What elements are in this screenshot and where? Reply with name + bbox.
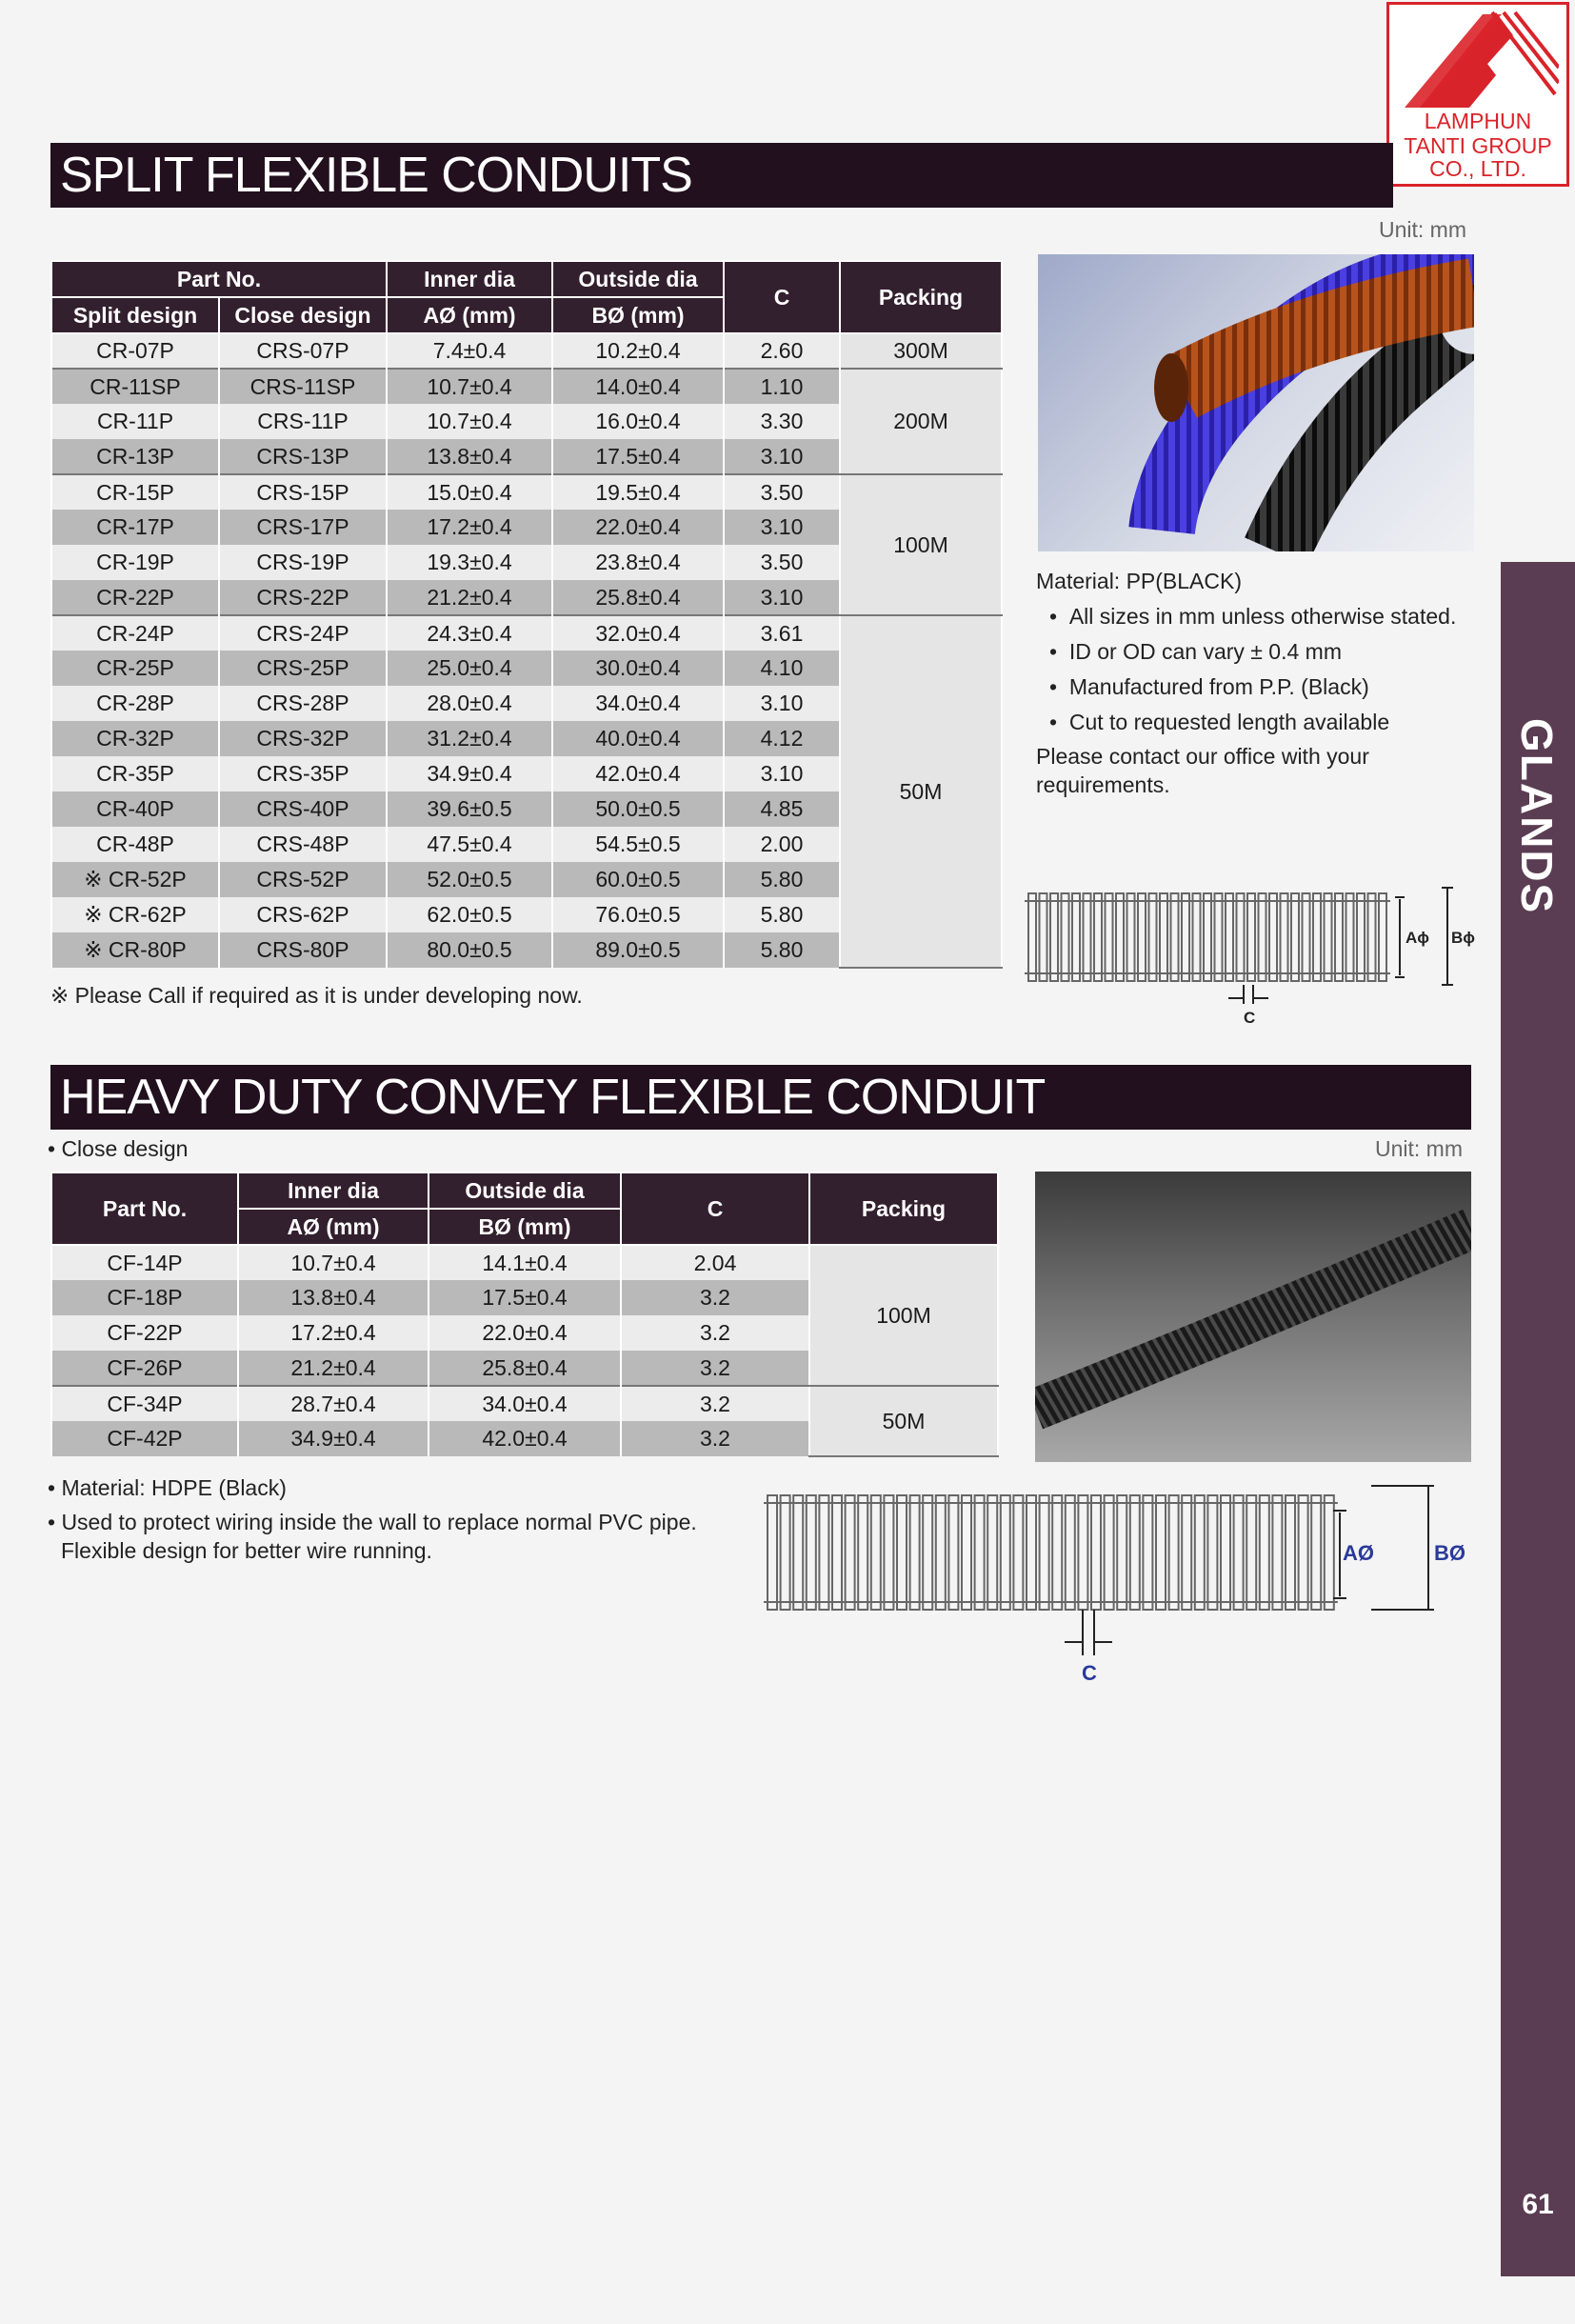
conduit-rib	[1160, 893, 1167, 981]
diagram-label-c: C	[1082, 1661, 1097, 1685]
cell-inner-dia: 28.0±0.4	[387, 686, 552, 721]
conduit-rib	[768, 1495, 777, 1610]
cell-c: 3.30	[724, 404, 840, 439]
cell-close-design: CRS-40P	[219, 791, 387, 827]
header-outside-unit: BØ (mm)	[552, 297, 724, 333]
conduit-rib	[1013, 1495, 1023, 1610]
cell-split-design: ※ CR-80P	[51, 932, 219, 968]
cell-outside-dia: 16.0±0.4	[552, 404, 724, 439]
cell-part-no: CF-22P	[51, 1315, 238, 1351]
cell-inner-dia: 21.2±0.4	[387, 580, 552, 615]
conduit-rib	[1259, 893, 1266, 981]
conduit-diagram-2	[762, 1482, 1485, 1692]
conduit-rib	[936, 1495, 946, 1610]
header-outside-dia: Outside dia	[429, 1172, 621, 1209]
header-c: C	[621, 1172, 809, 1245]
cell-inner-dia: 47.5±0.4	[387, 827, 552, 862]
conduit-rib	[1260, 1495, 1269, 1610]
cell-outside-dia: 19.5±0.4	[552, 474, 724, 510]
conduit-rib	[846, 1495, 855, 1610]
cell-c: 2.00	[724, 827, 840, 862]
conduit-rib	[897, 1495, 907, 1610]
cell-c: 4.85	[724, 791, 840, 827]
header-part-no: Part No.	[51, 1172, 238, 1245]
conduit-rib	[1303, 893, 1310, 981]
conduit-rib	[1269, 893, 1277, 981]
conduit-rib	[1299, 1495, 1308, 1610]
cell-close-design: CRS-48P	[219, 827, 387, 862]
cell-inner-dia: 34.9±0.4	[238, 1421, 429, 1456]
cell-split-design: CR-28P	[51, 686, 219, 721]
conduit-rib	[1091, 1495, 1101, 1610]
cell-c: 5.80	[724, 897, 840, 932]
cell-split-design: CR-11P	[51, 404, 219, 439]
conduit-rib	[962, 1495, 971, 1610]
unit-label: Unit: mm	[1379, 217, 1466, 242]
bullet-item: • Material: HDPE (Black)	[48, 1475, 287, 1500]
cell-outside-dia: 54.5±0.5	[552, 827, 724, 862]
cell-split-design: ※ CR-52P	[51, 862, 219, 897]
close-design-label: • Close design	[48, 1136, 189, 1161]
cell-close-design: CRS-52P	[219, 862, 387, 897]
footnote: ※ Please Call if required as it is under developing now.	[50, 983, 583, 1008]
cell-outside-dia: 25.8±0.4	[552, 580, 724, 615]
conduit-diagram-1	[1019, 886, 1485, 1029]
conduit-rib	[1204, 893, 1211, 981]
cell-inner-dia: 80.0±0.5	[387, 932, 552, 968]
product-photo-heavy-duty	[1035, 1172, 1471, 1462]
side-tab-label: GLANDS	[1512, 717, 1562, 915]
cell-packing: 300M	[840, 333, 1002, 369]
header-packing: Packing	[809, 1172, 998, 1245]
header-close-design: Close design	[219, 297, 387, 333]
bullet-text: All sizes in mm unless otherwise stated.	[1068, 604, 1457, 629]
cell-c: 3.2	[621, 1351, 809, 1386]
conduit-rib	[1325, 893, 1332, 981]
cell-inner-dia: 13.8±0.4	[238, 1280, 429, 1315]
cell-inner-dia: 13.8±0.4	[387, 439, 552, 474]
cell-inner-dia: 24.3±0.4	[387, 615, 552, 651]
cell-c: 3.2	[621, 1315, 809, 1351]
conduit-rib	[1028, 893, 1036, 981]
heavy-duty-table	[50, 1172, 999, 1457]
diagram-label-b: Bϕ	[1451, 929, 1476, 947]
conduit-rib	[975, 1495, 985, 1610]
table-row	[51, 615, 1002, 651]
conduit-rib	[923, 1495, 932, 1610]
material-label: Material: PP(BLACK)	[1036, 569, 1243, 593]
cell-outside-dia: 76.0±0.5	[552, 897, 724, 932]
conduit-rib	[1117, 1495, 1126, 1610]
conduit-rib	[819, 1495, 828, 1610]
cell-part-no: CF-34P	[51, 1386, 238, 1421]
conduit-rib	[1169, 1495, 1179, 1610]
cell-close-design: CRS-07P	[219, 333, 387, 369]
conduit-rib	[910, 1495, 920, 1610]
cell-c: 4.12	[724, 721, 840, 756]
product-photo-split-conduits	[1038, 254, 1474, 551]
cell-close-design: CRS-25P	[219, 651, 387, 686]
cell-packing: 100M	[840, 474, 1002, 615]
conduit-rib	[1105, 1495, 1114, 1610]
cell-split-design: CR-35P	[51, 756, 219, 791]
cell-c: 3.61	[724, 615, 840, 651]
cell-outside-dia: 22.0±0.4	[429, 1315, 621, 1351]
cell-split-design: CR-32P	[51, 721, 219, 756]
conduit-rib	[1291, 893, 1299, 981]
company-logo	[1386, 2, 1569, 187]
cell-inner-dia: 15.0±0.4	[387, 474, 552, 510]
cell-close-design: CRS-11SP	[219, 369, 387, 404]
header-packing: Packing	[840, 261, 1002, 333]
conduit-rib	[1379, 893, 1386, 981]
cell-part-no: CF-14P	[51, 1245, 238, 1280]
conduit-rib	[1195, 1495, 1205, 1610]
cell-outside-dia: 32.0±0.4	[552, 615, 724, 651]
cell-c: 2.60	[724, 333, 840, 369]
cell-close-design: CRS-80P	[219, 932, 387, 968]
bullet-item: • Used to protect wiring inside the wall to replace normal PVC pipe. Flexible design for better wire running.	[48, 1510, 697, 1563]
cell-outside-dia: 40.0±0.4	[552, 721, 724, 756]
conduit-rib	[1246, 1495, 1256, 1610]
logo-line-1: LAMPHUN	[1424, 109, 1532, 133]
conduit-rib	[858, 1495, 867, 1610]
cell-inner-dia: 39.6±0.5	[387, 791, 552, 827]
cell-inner-dia: 7.4±0.4	[387, 333, 552, 369]
conduit-rib	[1346, 893, 1354, 981]
diagram-label-a: Aϕ	[1406, 929, 1430, 947]
bullet-text: Cut to requested length available	[1068, 710, 1390, 734]
cell-close-design: CRS-22P	[219, 580, 387, 615]
conduit-rib	[1062, 893, 1069, 981]
cell-close-design: CRS-32P	[219, 721, 387, 756]
conduit-rib	[1357, 893, 1365, 981]
cell-inner-dia: 17.2±0.4	[238, 1315, 429, 1351]
cell-split-design: CR-13P	[51, 439, 219, 474]
cell-c: 3.10	[724, 580, 840, 615]
bullet-item: • Cut to requested length available	[1049, 710, 1390, 734]
cell-inner-dia: 10.7±0.4	[238, 1245, 429, 1280]
cell-outside-dia: 30.0±0.4	[552, 651, 724, 686]
header-outside-unit: BØ (mm)	[429, 1209, 621, 1245]
cell-outside-dia: 34.0±0.4	[552, 686, 724, 721]
material-info	[1036, 564, 1484, 799]
diagram-label-c: C	[1244, 1009, 1256, 1027]
cell-split-design: CR-25P	[51, 651, 219, 686]
cell-close-design: CRS-11P	[219, 404, 387, 439]
header-c: C	[724, 261, 840, 333]
conduit-rib	[1052, 1495, 1062, 1610]
table-row	[51, 369, 1002, 404]
cell-inner-dia: 34.9±0.4	[387, 756, 552, 791]
logo-line-3: CO., LTD.	[1429, 156, 1526, 181]
header-outside-dia: Outside dia	[552, 261, 724, 297]
bullet-item: • Manufactured from P.P. (Black)	[1049, 674, 1369, 699]
cell-inner-dia: 19.3±0.4	[387, 545, 552, 580]
section-title-split-conduits: SPLIT FLEXIBLE CONDUITS	[50, 143, 1393, 208]
cell-inner-dia: 52.0±0.5	[387, 862, 552, 897]
logo-triangle-icon	[1397, 9, 1559, 110]
conduit-rib	[1149, 893, 1157, 981]
cell-split-design: ※ CR-62P	[51, 897, 219, 932]
cell-c: 5.80	[724, 862, 840, 897]
split-conduits-table	[50, 260, 1003, 969]
cell-outside-dia: 42.0±0.4	[552, 756, 724, 791]
cell-outside-dia: 89.0±0.5	[552, 932, 724, 968]
conduit-rib	[948, 1495, 958, 1610]
conduit-rib	[1182, 1495, 1191, 1610]
cell-outside-dia: 22.0±0.4	[552, 510, 724, 545]
header-inner-unit: AØ (mm)	[387, 297, 552, 333]
cell-inner-dia: 10.7±0.4	[387, 404, 552, 439]
conduit-rib	[807, 1495, 816, 1610]
cell-inner-dia: 25.0±0.4	[387, 651, 552, 686]
cell-c: 5.80	[724, 932, 840, 968]
conduit-rib	[1130, 1495, 1140, 1610]
conduit-rib	[1106, 893, 1113, 981]
cell-split-design: CR-24P	[51, 615, 219, 651]
conduit-rib	[1171, 893, 1179, 981]
split-conduits-table-body	[51, 333, 1002, 968]
table-row	[51, 1386, 998, 1421]
conduit-rib	[1237, 893, 1245, 981]
conduit-rib	[1027, 1495, 1036, 1610]
conduit-rib	[1234, 1495, 1244, 1610]
conduit-rib	[793, 1495, 803, 1610]
conduit-rib	[1182, 893, 1189, 981]
cell-packing: 100M	[809, 1245, 998, 1386]
cell-packing: 200M	[840, 369, 1002, 474]
conduit-rib	[1193, 893, 1201, 981]
conduit-rib	[1040, 893, 1047, 981]
cell-inner-dia: 28.7±0.4	[238, 1386, 429, 1421]
cell-close-design: CRS-19P	[219, 545, 387, 580]
cell-c: 3.10	[724, 439, 840, 474]
diagram-label-a: AØ	[1343, 1541, 1374, 1565]
diagram-label-b: BØ	[1434, 1541, 1465, 1565]
conduit-rib	[1116, 893, 1124, 981]
conduit-rib	[1040, 1495, 1049, 1610]
section-title-heavy-duty: HEAVY DUTY CONVEY FLEXIBLE CONDUIT	[50, 1065, 1471, 1130]
conduit-rib	[884, 1495, 893, 1610]
cell-c: 2.04	[621, 1245, 809, 1280]
conduit-rib	[1311, 1495, 1321, 1610]
conduit-rib	[1313, 893, 1321, 981]
cell-part-no: CF-42P	[51, 1421, 238, 1456]
cell-outside-dia: 10.2±0.4	[552, 333, 724, 369]
contact-text: Please contact our office with your requirements.	[1036, 744, 1369, 797]
cell-outside-dia: 34.0±0.4	[429, 1386, 621, 1421]
cell-c: 3.10	[724, 756, 840, 791]
conduit-rib	[832, 1495, 842, 1610]
cell-inner-dia: 31.2±0.4	[387, 721, 552, 756]
conduit-rib	[1325, 1495, 1334, 1610]
cell-split-design: CR-19P	[51, 545, 219, 580]
conduit-rib	[1066, 1495, 1075, 1610]
cell-split-design: CR-40P	[51, 791, 219, 827]
conduit-rib	[1094, 893, 1102, 981]
conduit-rib	[1335, 893, 1343, 981]
table-row	[51, 1245, 998, 1280]
page-number: 61	[1522, 2189, 1554, 2220]
conduit-rib	[1226, 893, 1233, 981]
conduit-rib	[1078, 1495, 1087, 1610]
cell-split-design: CR-15P	[51, 474, 219, 510]
cell-close-design: CRS-35P	[219, 756, 387, 791]
heavy-duty-table-body	[51, 1245, 998, 1456]
cell-close-design: CRS-17P	[219, 510, 387, 545]
table-row	[51, 474, 1002, 510]
conduit-rib	[1221, 1495, 1230, 1610]
bullet-item: • ID or OD can vary ± 0.4 mm	[1049, 639, 1342, 664]
cell-inner-dia: 21.2±0.4	[238, 1351, 429, 1386]
header-inner-unit: AØ (mm)	[238, 1209, 429, 1245]
conduit-rib	[1001, 1495, 1010, 1610]
bullet-text: Manufactured from P.P. (Black)	[1068, 674, 1369, 699]
logo-line-2: TANTI GROUP	[1404, 133, 1552, 158]
conduit-rib	[1207, 1495, 1217, 1610]
cell-split-design: CR-07P	[51, 333, 219, 369]
cell-c: 4.10	[724, 651, 840, 686]
conduit-rib	[781, 1495, 790, 1610]
cell-inner-dia: 10.7±0.4	[387, 369, 552, 404]
header-inner-dia: Inner dia	[238, 1172, 429, 1209]
cell-c: 3.2	[621, 1280, 809, 1315]
cell-c: 3.50	[724, 474, 840, 510]
cell-outside-dia: 23.8±0.4	[552, 545, 724, 580]
cell-c: 3.50	[724, 545, 840, 580]
bullet-text: ID or OD can vary ± 0.4 mm	[1068, 639, 1342, 664]
cell-split-design: CR-22P	[51, 580, 219, 615]
cell-part-no: CF-26P	[51, 1351, 238, 1386]
conduit-rib	[1286, 1495, 1295, 1610]
cell-split-design: CR-48P	[51, 827, 219, 862]
cell-outside-dia: 25.8±0.4	[429, 1351, 621, 1386]
cell-inner-dia: 62.0±0.5	[387, 897, 552, 932]
conduit-rib	[1084, 893, 1091, 981]
conduit-rib	[1247, 893, 1255, 981]
cell-split-design: CR-17P	[51, 510, 219, 545]
cell-c: 3.2	[621, 1386, 809, 1421]
cell-c: 3.10	[724, 510, 840, 545]
cell-close-design: CRS-15P	[219, 474, 387, 510]
bullet-item: • All sizes in mm unless otherwise stated.	[1049, 604, 1457, 629]
cell-close-design: CRS-13P	[219, 439, 387, 474]
conduit-rib	[1050, 893, 1058, 981]
cell-packing: 50M	[809, 1386, 998, 1456]
cell-part-no: CF-18P	[51, 1280, 238, 1315]
conduit-rib	[1138, 893, 1146, 981]
cell-close-design: CRS-24P	[219, 615, 387, 651]
cell-outside-dia: 17.5±0.4	[552, 439, 724, 474]
conduit-rib	[1127, 893, 1135, 981]
heavy-duty-bullets	[48, 1473, 752, 1565]
conduit-rib	[1368, 893, 1376, 981]
conduit-rib	[1272, 1495, 1282, 1610]
cell-inner-dia: 17.2±0.4	[387, 510, 552, 545]
cell-outside-dia: 60.0±0.5	[552, 862, 724, 897]
cell-c: 1.10	[724, 369, 840, 404]
cell-outside-dia: 17.5±0.4	[429, 1280, 621, 1315]
conduit-rib	[1215, 893, 1223, 981]
cell-split-design: CR-11SP	[51, 369, 219, 404]
cell-outside-dia: 14.1±0.4	[429, 1245, 621, 1280]
conduit-rib	[871, 1495, 881, 1610]
table-row	[51, 333, 1002, 369]
header-inner-dia: Inner dia	[387, 261, 552, 297]
unit-label-2: Unit: mm	[1375, 1136, 1463, 1161]
conduit-rib	[1156, 1495, 1166, 1610]
conduit-rib	[1072, 893, 1080, 981]
conduit-rib	[1281, 893, 1288, 981]
cell-c: 3.2	[621, 1421, 809, 1456]
header-part-no: Part No.	[51, 261, 387, 297]
cell-outside-dia: 50.0±0.5	[552, 791, 724, 827]
cell-packing: 50M	[840, 615, 1002, 968]
conduit-rib	[987, 1495, 997, 1610]
conduit-rib	[1143, 1495, 1152, 1610]
cell-outside-dia: 42.0±0.4	[429, 1421, 621, 1456]
cell-close-design: CRS-62P	[219, 897, 387, 932]
cell-outside-dia: 14.0±0.4	[552, 369, 724, 404]
cell-c: 3.10	[724, 686, 840, 721]
cell-close-design: CRS-28P	[219, 686, 387, 721]
header-split-design: Split design	[51, 297, 219, 333]
